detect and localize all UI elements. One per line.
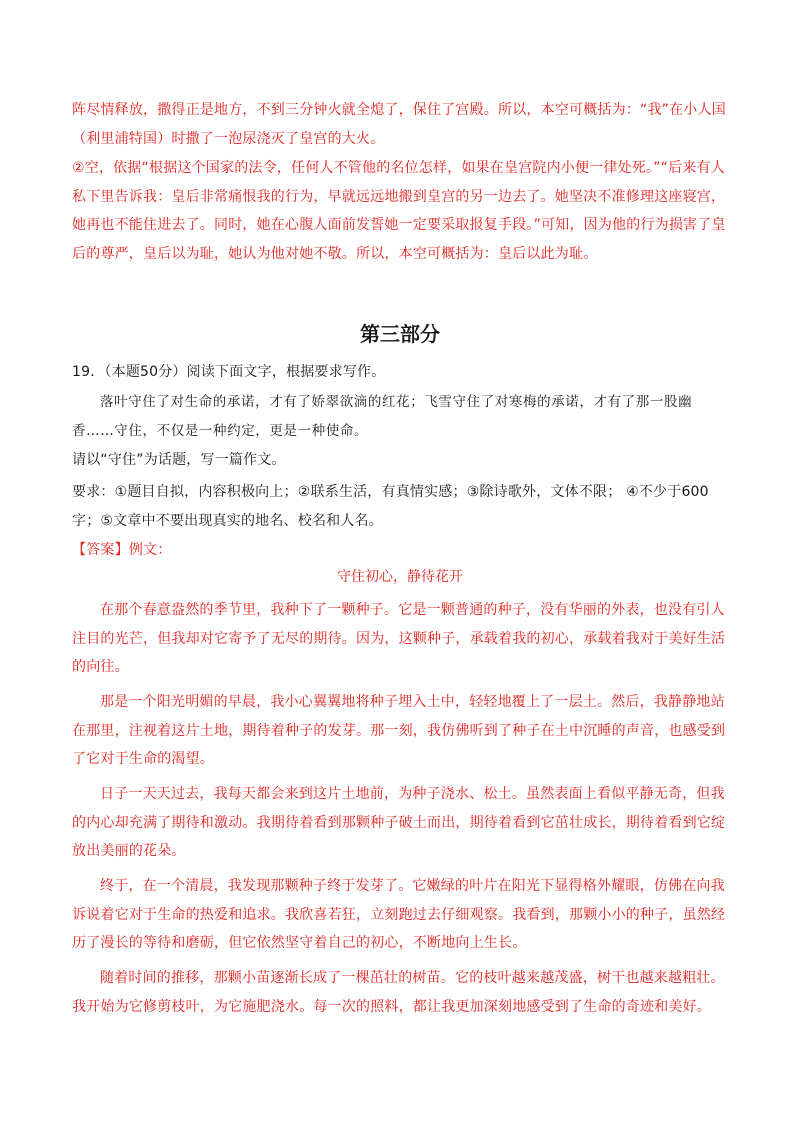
- essay-paragraph: 日子一天天过去，我每天都会来到这片土地前，为种子浇水、松土。虽然表面上看似平静无奇，但我的内心却充满了期待和激动。我期待着看到那颗种子破土而出，期待着看到它茁壮成长，期待着看到它绽放出美丽的花朵。: [72, 786, 726, 859]
- analysis-paragraph-1: 阵尽情释放，撒得正是地方，不到三分钟火就全熄了，保住了宫殿。所以，本空可概括为：“我”在小人国（利里浦特国）时撒了一泡尿浇灭了皇宫的大火。: [72, 102, 726, 147]
- section-title: 第三部分: [360, 322, 440, 346]
- answer-label-suffix: 例文：: [128, 542, 172, 558]
- answer-label: 【答案】: [72, 542, 129, 558]
- question-instruction: 请以“守住”为话题，写一篇作文。: [72, 452, 286, 468]
- answer-heading: [72, 536, 732, 565]
- essay-title: 守住初心，静待花开: [337, 569, 463, 585]
- question-stem: 19．（本题50分）阅读下面文字，根据要求写作。: [72, 364, 386, 380]
- essay-paragraph: 在那个春意盎然的季节里，我种下了一颗种子。它是一颗普通的种子，没有华丽的外表，也没有引人注目的光芒，但我却对它寄予了无尽的期待。因为，这颗种子，承载着我的初心，承载着我对于美好生活的向往。: [72, 602, 726, 675]
- essay-paragraph: 那是一个阳光明媚的早晨，我小心翼翼地将种子埋入土中，轻轻地覆上了一层土。然后，我静静地站在那里，注视着这片土地，期待着种子的发芽。那一刻，我仿佛听到了种子在土中沉睡的声音，也感受到了它对于生命的渴望。: [72, 694, 726, 767]
- question-requirements: 要求：①题目自拟，内容积极向上；②联系生活，有真情实感；③除诗歌外，文体不限； ④不少于600字；⑤文章中不要出现真实的地名、校名和人名。: [72, 484, 709, 529]
- question-quote: 落叶守住了对生命的承诺，才有了娇翠欲滴的红花；飞雪守住了对寒梅的承诺，才有了那一股幽香……守住，不仅是一种约定，更是一种使命。: [72, 394, 693, 439]
- essay-paragraph: 终于，在一个清晨，我发现那颗种子终于发芽了。它嫩绿的叶片在阳光下显得格外耀眼，仿佛在向我诉说着它对于生命的热爱和追求。我欣喜若狂，立刻跑过去仔细观察。我看到，那颗小小的种子，虽然经历了漫长的等待和磨砺，但它依然坚守着自己的初心，不断地向上生长。: [72, 878, 726, 951]
- essay-paragraph: 随着时间的推移，那颗小苗逐渐长成了一棵茁壮的树苗。它的枝叶越来越茂盛，树干也越来越粗壮。我开始为它修剪枝叶，为它施肥浇水。每一次的照料，都让我更加深刻地感受到了生命的奇迹和美好。: [72, 970, 725, 1015]
- analysis-paragraph-2: ②空，依据“根据这个国家的法令，任何人不管他的名位怎样，如果在皇宫院内小便一律处死。”“后来有人私下里告诉我：皇后非常痛恨我的行为，早就远远地搬到皇宫的另一边去了。她坚决不准修理这座寝宫，她再也不能住进去了。同时，她在心腹人面前发誓她一定要采取报复手段。”可知，因为他的行为损害了皇后的尊严，皇后以为耻，她认为他对她不敬。所以，本空可概括为：皇后以此为耻。: [72, 160, 726, 262]
